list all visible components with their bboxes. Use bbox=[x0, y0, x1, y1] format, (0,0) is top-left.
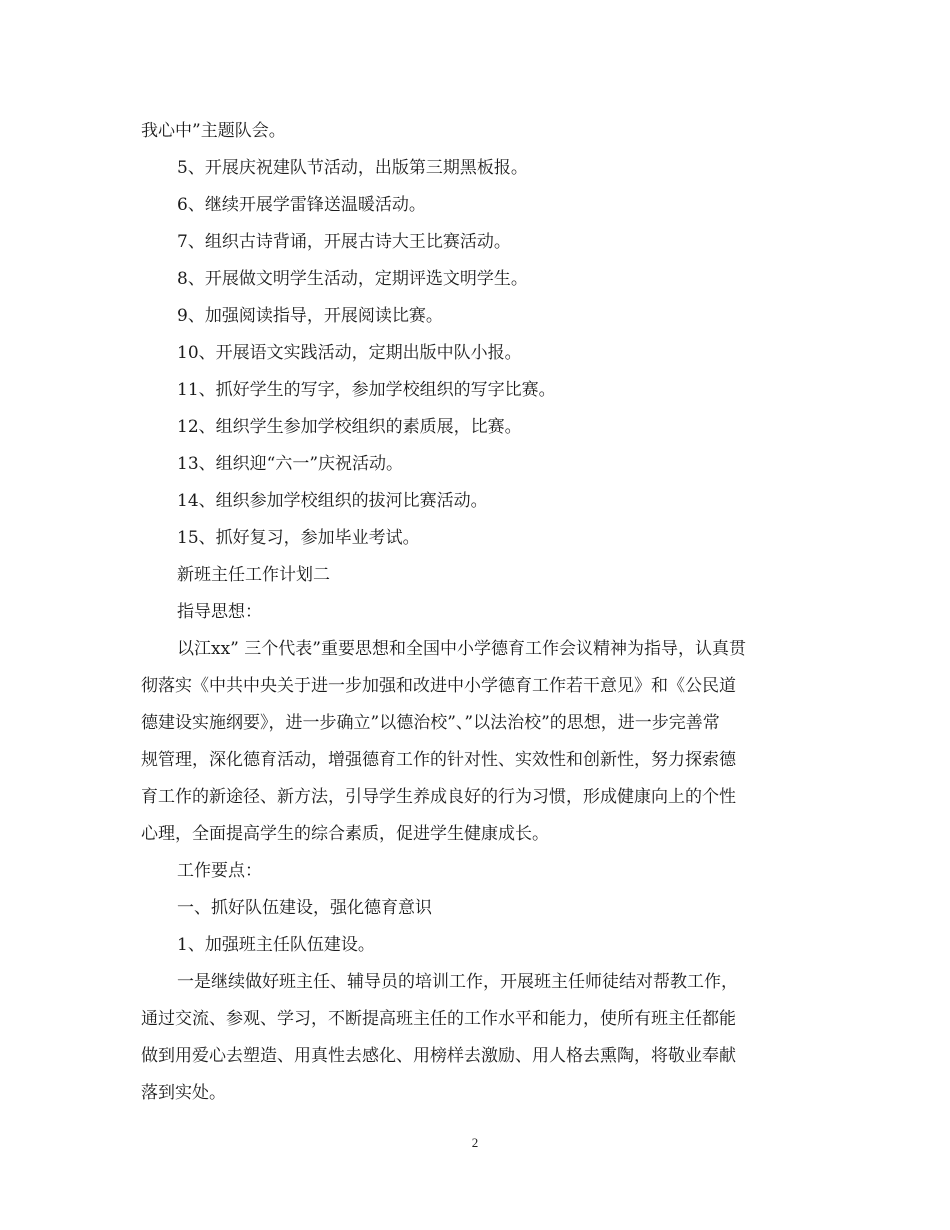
list-item: 10、开展语文实践活动，定期出版中队小报。 bbox=[177, 343, 522, 363]
paragraph-line: 做到用爱心去塑造、用真性去感化、用榜样去激励、用人格去熏陶，将敬业奉献 bbox=[141, 1046, 736, 1066]
section-heading: 一、抓好队伍建设，强化德育意识 bbox=[177, 898, 432, 918]
paragraph-teacher-training bbox=[141, 964, 811, 1112]
paragraph-line: 以江xx” 三个代表”重要思想和全国中小学德育工作会议精神为指导，认真贯 bbox=[177, 639, 746, 659]
list-item: 6、继续开展学雷锋送温暖活动。 bbox=[177, 195, 426, 215]
paragraph-line: 通过交流、参观、学习，不断提高班主任的工作水平和能力，使所有班主任都能 bbox=[141, 1009, 736, 1029]
list-item: 8、开展做文明学生活动，定期评选文明学生。 bbox=[177, 269, 528, 289]
document-body bbox=[141, 113, 811, 1112]
paragraph-line: 德建设实施纲要》，进一步确立”以德治校”、”以法治校”的思想，进一步完善常 bbox=[141, 713, 720, 733]
section-heading: 指导思想： bbox=[177, 602, 262, 622]
list-item: 12、组织学生参加学校组织的素质展，比赛。 bbox=[177, 417, 522, 437]
paragraph-line: 心理，全面提高学生的综合素质，促进学生健康成长。 bbox=[141, 824, 549, 844]
list-item: 9、加强阅读指导，开展阅读比赛。 bbox=[177, 306, 443, 326]
page-number: 2 bbox=[471, 1135, 479, 1150]
paragraph-line: 育工作的新途径、新方法，引导学生养成良好的行为习惯，形成健康向上的个性 bbox=[141, 787, 736, 807]
list-item: 13、组织迎“六一”庆祝活动。 bbox=[177, 454, 404, 474]
paragraph-line: 落到实处。 bbox=[141, 1083, 226, 1103]
list-item: 11、抓好学生的写字，参加学校组织的写字比赛。 bbox=[177, 380, 556, 400]
list-item: 7、组织古诗背诵，开展古诗大王比赛活动。 bbox=[177, 232, 511, 252]
list-item: 5、开展庆祝建队节活动，出版第三期黑板报。 bbox=[177, 158, 528, 178]
section-heading: 工作要点： bbox=[177, 861, 262, 881]
section-title: 新班主任工作计划二 bbox=[177, 565, 330, 585]
text-line: 我心中”主题队会。 bbox=[141, 121, 286, 141]
paragraph-line: 一是继续做好班主任、辅导员的培训工作，开展班主任师徒结对帮教工作， bbox=[177, 972, 738, 992]
paragraph-line: 彻落实《中共中央关于进一步加强和改进中小学德育工作若干意见》和《公民道 bbox=[141, 676, 736, 696]
paragraph-line: 规管理，深化德育活动，增强德育工作的针对性、实效性和创新性，努力探索德 bbox=[141, 750, 736, 770]
sub-heading: 1、加强班主任队伍建设。 bbox=[177, 935, 375, 955]
paragraph-guiding-thought bbox=[141, 631, 811, 853]
list-item: 15、抓好复习，参加毕业考试。 bbox=[177, 528, 420, 548]
list-item: 14、组织参加学校组织的拔河比赛活动。 bbox=[177, 491, 488, 511]
